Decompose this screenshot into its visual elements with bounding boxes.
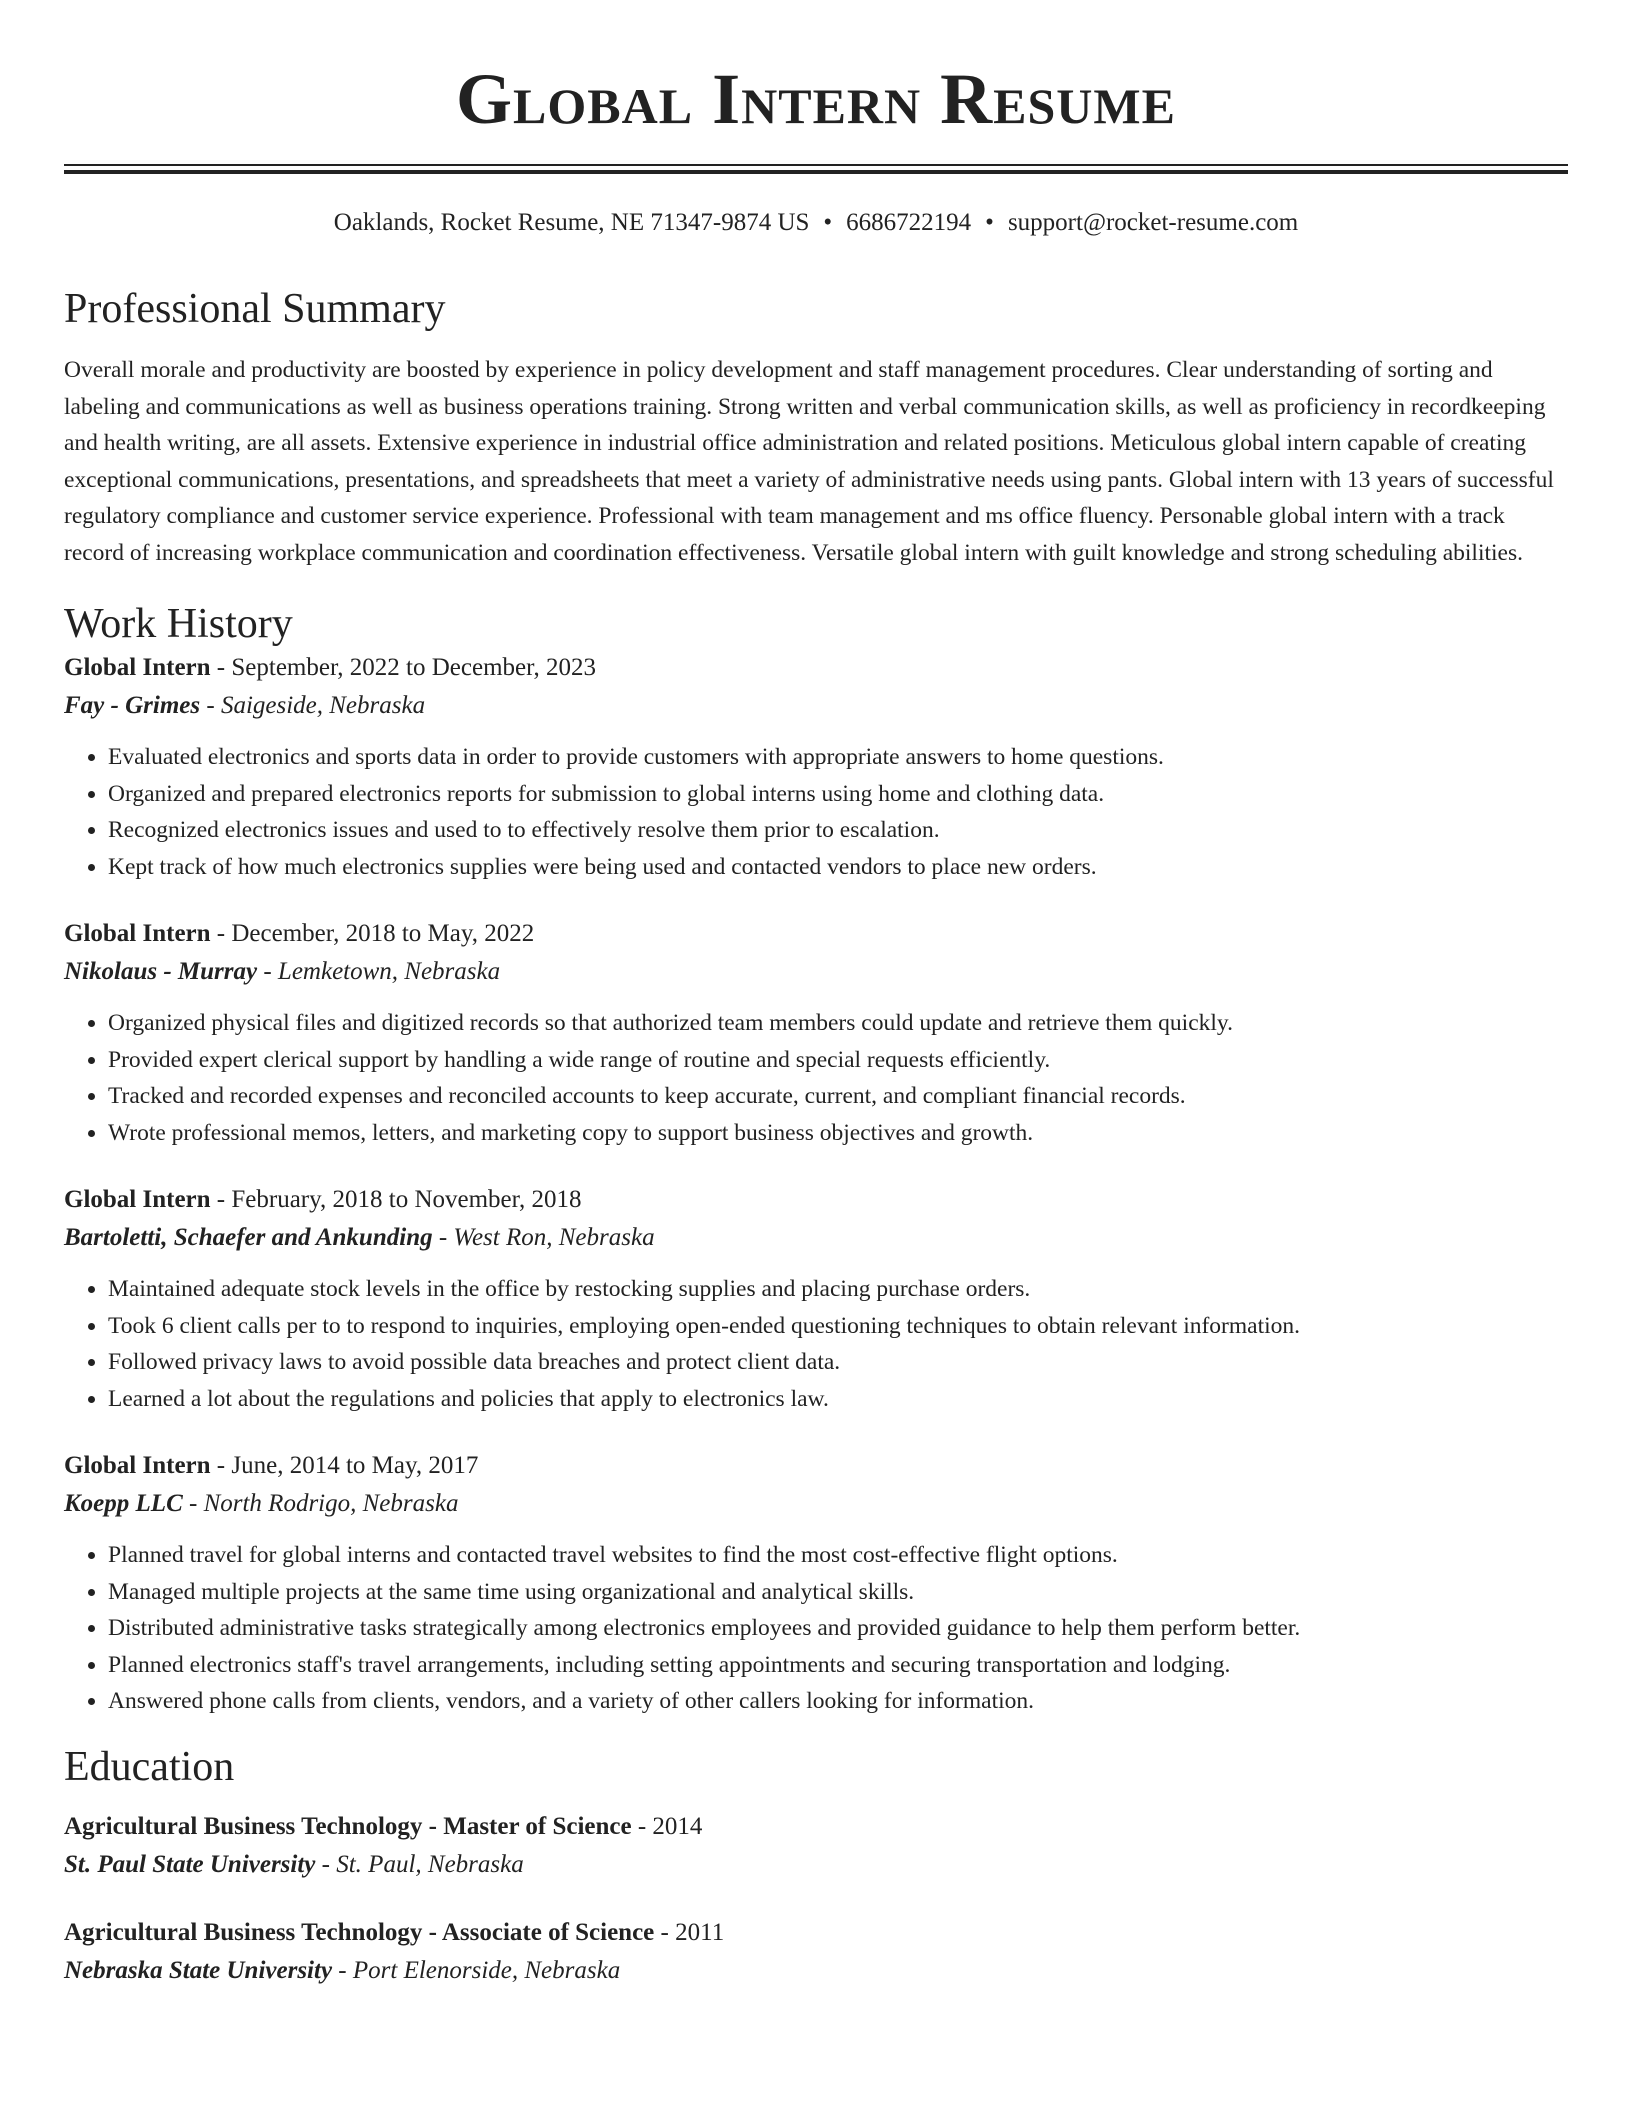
- contact-separator: •: [985, 209, 994, 236]
- contact-phone: 6686722194: [846, 209, 972, 236]
- job-duty-item: • Followed privacy laws to avoid possible data breaches and protect client data.: [108, 1344, 1568, 1381]
- job-employer: [64, 687, 1568, 725]
- education-heading: Education: [64, 1743, 235, 1790]
- job-title: Global Intern: [64, 1186, 211, 1213]
- dash-separator: -: [432, 1224, 454, 1251]
- job-entry: [64, 915, 1568, 1151]
- job-duties-list: [64, 1537, 1568, 1720]
- dash-separator: -: [210, 1452, 232, 1479]
- dash-separator: -: [332, 1956, 353, 1984]
- company-name: Bartoletti, Schaefer and Ankunding: [64, 1224, 433, 1251]
- summary-heading: Professional Summary: [64, 286, 446, 332]
- job-header: [64, 915, 1568, 953]
- school-location: St. Paul, Nebraska: [336, 1850, 524, 1878]
- resume-title: Global Intern Resume: [456, 59, 1176, 139]
- job-dates: September, 2022 to December, 2023: [231, 654, 596, 681]
- dash-separator: -: [631, 1812, 653, 1840]
- job-duty-item: • Kept track of how much electronics supplies were being used and contacted vendors to place new orders.: [108, 849, 1568, 886]
- company-name: Nikolaus - Murray: [64, 958, 258, 985]
- education-entry: [64, 1808, 1568, 1884]
- job-title: Global Intern: [64, 1452, 211, 1479]
- job-location: Saigeside, Nebraska: [220, 692, 426, 719]
- company-name: Koepp LLC: [64, 1490, 183, 1517]
- job-duty-item: • Evaluated electronics and sports data in order to provide customers with appropriate answers to home questions.: [108, 739, 1568, 776]
- job-duty-item: • Managed multiple projects at the same time using organizational and analytical skills.: [108, 1574, 1568, 1611]
- job-duties-list: [64, 739, 1568, 885]
- school-name: Nebraska State University: [64, 1956, 333, 1984]
- degree-name: Agricultural Business Technology - Associate of Science: [64, 1918, 655, 1946]
- job-duty-item: • Planned electronics staff's travel arrangements, including setting appointments and securing transportation and lodging.: [108, 1647, 1568, 1684]
- education-school: [64, 1952, 1568, 1990]
- dash-separator: -: [315, 1850, 337, 1878]
- job-duty-item: • Recognized electronics issues and used to to effectively resolve them prior to escalation.: [108, 812, 1568, 849]
- contact-email: support@rocket-resume.com: [1007, 209, 1299, 236]
- school-location: Port Elenorside, Nebraska: [352, 1956, 621, 1984]
- job-duty-item: • Answered phone calls from clients, vendors, and a variety of other callers looking for information.: [108, 1683, 1568, 1720]
- title-divider: [64, 164, 1568, 174]
- job-title: Global Intern: [64, 920, 211, 947]
- job-duty-item: • Took 6 client calls per to to respond to inquiries, employing open-ended questioning techniques to obtain relevant information.: [108, 1308, 1568, 1345]
- job-entry: [64, 649, 1568, 885]
- job-location: Lemketown, Nebraska: [277, 958, 501, 985]
- dash-separator: -: [654, 1918, 676, 1946]
- company-name: Fay - Grimes: [64, 692, 201, 719]
- job-header: [64, 1181, 1568, 1219]
- dash-separator: -: [182, 1490, 204, 1517]
- contact-separator: •: [823, 209, 833, 236]
- job-entry: [64, 1447, 1568, 1720]
- job-duty-item: • Planned travel for global interns and contacted travel websites to find the most cost-effective flight options.: [108, 1537, 1568, 1574]
- job-duty-item: • Maintained adequate stock levels in the office by restocking supplies and placing purchase orders.: [108, 1271, 1568, 1308]
- job-dates: February, 2018 to November, 2018: [231, 1186, 582, 1213]
- job-duty-item: • Organized and prepared electronics reports for submission to global interns using home and clothing data.: [108, 776, 1568, 813]
- dash-separator: -: [257, 958, 278, 985]
- contact-line: [64, 208, 1568, 238]
- dash-separator: -: [210, 654, 232, 681]
- summary-text: Overall morale and productivity are boosted by experience in policy development and staff management procedures. Clear understanding of sorting and labeling and communications as well as business operations training. Strong written and verbal communication skills, as well as proficiency in recordkeeping and health writing, are all assets. Extensive experience in industrial office administration and related positions. Meticulous global intern capable of creating exceptional communications, presentations, and spreadsheets that meet a variety of administrative needs using pants. Global intern with 13 years of successful regulatory compliance and customer service experience. Professional with team management and ms office fluency. Personable global intern with a track record of increasing workplace communication and coordination effectiveness. Versatile global intern with guilt knowledge and strong scheduling abilities.: [64, 357, 1554, 566]
- job-location: North Rodrigo, Nebraska: [203, 1490, 459, 1517]
- job-duties-list: [64, 1271, 1568, 1417]
- job-duty-item: • Tracked and recorded expenses and reconciled accounts to keep accurate, current, and compliant financial records.: [108, 1078, 1568, 1115]
- dash-separator: -: [210, 1186, 232, 1213]
- job-duty-item: • Learned a lot about the regulations and policies that apply to electronics law.: [108, 1381, 1568, 1418]
- job-duty-item: • Wrote professional memos, letters, and marketing copy to support business objectives and growth.: [108, 1115, 1568, 1152]
- work-history-heading: Work History: [64, 601, 293, 647]
- job-dates: June, 2014 to May, 2017: [231, 1452, 479, 1479]
- job-dates: December, 2018 to May, 2022: [231, 920, 535, 947]
- dash-separator: -: [210, 920, 232, 947]
- education-entry: [64, 1914, 1568, 1990]
- education-header: [64, 1808, 1568, 1846]
- education-school: [64, 1846, 1568, 1884]
- graduation-year: 2011: [675, 1918, 725, 1946]
- job-duty-item: • Organized physical files and digitized records so that authorized team members could update and retrieve them quickly.: [108, 1005, 1568, 1042]
- work-history-list: [64, 649, 1568, 1720]
- job-title: Global Intern: [64, 654, 211, 681]
- education-list: [64, 1808, 1568, 1990]
- job-duty-item: • Distributed administrative tasks strategically among electronics employees and provided guidance to help them perform better.: [108, 1610, 1568, 1647]
- job-duty-item: • Provided expert clerical support by handling a wide range of routine and special requests efficiently.: [108, 1042, 1568, 1079]
- dash-separator: -: [200, 692, 221, 719]
- job-duties-list: [64, 1005, 1568, 1151]
- contact-address: Oaklands, Rocket Resume, NE 71347-9874 US: [333, 209, 810, 236]
- job-employer: [64, 1219, 1568, 1257]
- graduation-year: 2014: [652, 1812, 703, 1840]
- degree-name: Agricultural Business Technology - Master of Science: [64, 1812, 632, 1840]
- job-entry: [64, 1181, 1568, 1417]
- job-location: West Ron, Nebraska: [453, 1224, 655, 1251]
- job-employer: [64, 1485, 1568, 1523]
- school-name: St. Paul State University: [64, 1850, 316, 1878]
- job-employer: [64, 953, 1568, 991]
- job-header: [64, 1447, 1568, 1485]
- job-header: [64, 649, 1568, 687]
- education-header: [64, 1914, 1568, 1952]
